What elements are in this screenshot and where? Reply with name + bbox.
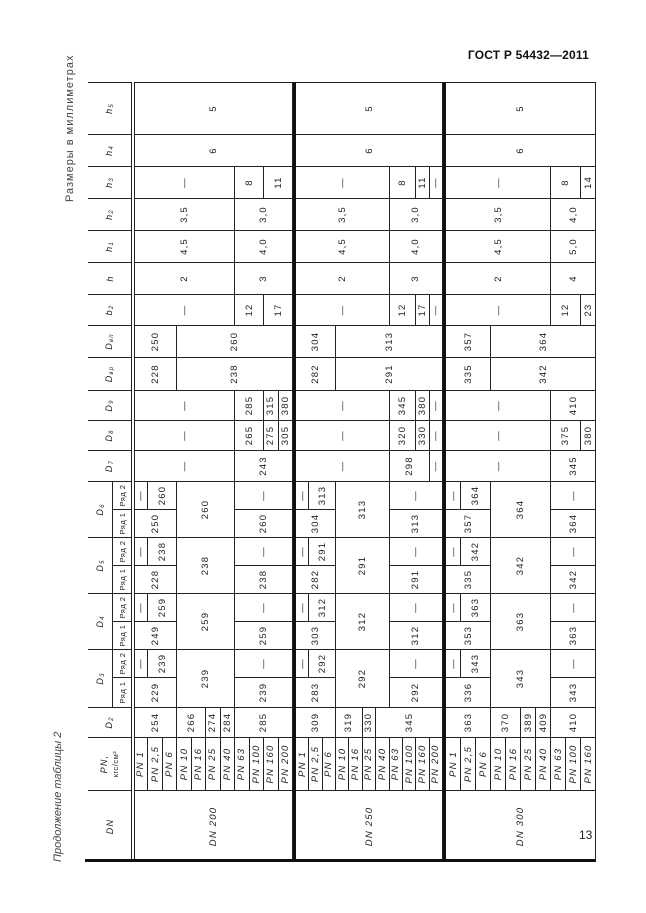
table-cell: 238 (177, 357, 293, 390)
table-cell: 3,5 (446, 198, 551, 230)
table-cell: 3,0 (235, 198, 293, 230)
table-cell: 291 (309, 537, 336, 565)
table-cell: — (446, 649, 461, 677)
table-cell: — (235, 481, 293, 509)
table-cell: — (446, 593, 461, 621)
pn-label: PN 2,5 (148, 737, 162, 790)
header-d6-row1: Ряд 1 (113, 509, 132, 537)
table-cell: 259 (177, 593, 235, 649)
table-cell: 6 (296, 134, 443, 166)
table-cell: 5 (296, 82, 443, 134)
table-cell: 238 (235, 565, 293, 593)
table-cell: 284 (221, 707, 235, 737)
table-cell: 12 (390, 294, 417, 325)
table-cell: 380 (279, 390, 293, 420)
table-cell: 298 (390, 450, 430, 481)
table-cell: 410 (551, 707, 596, 737)
header-d4: $D_4$ (88, 593, 113, 649)
pn-label: PN 160 (416, 737, 429, 790)
table-cell: 4,5 (296, 230, 390, 262)
table-cell: 283 (296, 677, 336, 707)
table-cell: 239 (148, 649, 177, 677)
table-cell: 319 (336, 707, 363, 737)
table-cell: 335 (446, 357, 491, 390)
table-cell: — (134, 294, 235, 325)
table-cell: 342 (491, 537, 551, 593)
table-cell: 363 (461, 593, 491, 621)
table-cell: — (551, 593, 596, 621)
table-cell: 342 (551, 565, 596, 593)
table-cell: — (390, 649, 443, 677)
dimensions-table (85, 82, 596, 862)
table-cell: 364 (491, 481, 551, 537)
header-dvr: $D_{вр}$ (88, 357, 132, 390)
pn-label: PN 160 (581, 737, 596, 790)
header-d3-row1: Ряд 1 (113, 677, 132, 707)
table-cell: — (551, 649, 596, 677)
table-cell: 342 (461, 537, 491, 565)
table-cell: 345 (551, 450, 596, 481)
header-h1: $h_1$ (88, 230, 132, 262)
table-cell: — (296, 294, 390, 325)
header-dvp: $D_{вп}$ (88, 325, 132, 357)
table-cell: — (430, 166, 443, 198)
table-cell: 239 (235, 677, 293, 707)
table-cell: 23 (581, 294, 596, 325)
header-d5-row1: Ряд 1 (113, 565, 132, 593)
table-cell: 343 (461, 649, 491, 677)
table-cell: — (446, 390, 551, 420)
table-grid (85, 82, 596, 862)
header-d5-row2: Ряд 2 (113, 537, 132, 565)
table-cell: — (390, 537, 443, 565)
table-cell: 6 (134, 134, 293, 166)
dn-label: DN 300 (446, 790, 596, 862)
pn-label: PN 63 (551, 737, 566, 790)
group-separator (443, 82, 446, 862)
table-cell: — (296, 481, 309, 509)
pn-label: PN 40 (536, 737, 551, 790)
pn-label: PN 160 (264, 737, 278, 790)
table-cell: 3,0 (390, 198, 443, 230)
table-cell: 250 (134, 325, 177, 357)
table-cell: 4,5 (446, 230, 551, 262)
table-continuation-caption: Продолжение таблицы 2 (52, 731, 64, 862)
header-h2: $h_2$ (88, 198, 132, 230)
table-cell: 259 (148, 593, 177, 621)
table-cell: 363 (446, 707, 491, 737)
table-cell: 282 (296, 357, 336, 390)
table-cell: 320 (390, 420, 417, 450)
table-cell: 260 (148, 481, 177, 509)
header-d4-row1: Ряд 1 (113, 621, 132, 649)
table-cell: 410 (551, 390, 596, 420)
table-cell: — (134, 481, 148, 509)
table-cell: 249 (134, 621, 177, 649)
table-cell: 345 (390, 390, 417, 420)
table-cell: — (235, 537, 293, 565)
table-cell: — (235, 593, 293, 621)
table-cell: 285 (235, 707, 293, 737)
table-cell: 254 (134, 707, 177, 737)
pn-label: PN 10 (491, 737, 506, 790)
table-cell: 357 (446, 325, 491, 357)
pn-label: PN 6 (476, 737, 491, 790)
table-cell: 303 (296, 621, 336, 649)
table-cell: 313 (336, 325, 443, 357)
table-cell: — (446, 537, 461, 565)
table-cell: 363 (491, 593, 551, 649)
table-cell: 260 (177, 481, 235, 537)
table-cell: 17 (416, 294, 429, 325)
table-cell: 266 (177, 707, 206, 737)
table-cell: 275 (264, 420, 278, 450)
pn-label: PN 100 (403, 737, 416, 790)
table-cell: 4 (551, 262, 596, 294)
table-cell: — (235, 649, 293, 677)
pn-label: PN 10 (177, 737, 191, 790)
table-cell: 335 (446, 565, 491, 593)
table-cell: 305 (279, 420, 293, 450)
header-d5: $D_5$ (88, 537, 113, 593)
pn-label: PN 16 (192, 737, 206, 790)
table-cell: 312 (309, 593, 336, 621)
table-cell: 12 (235, 294, 264, 325)
table-cell: 3 (390, 262, 443, 294)
table-cell: 8 (551, 166, 581, 198)
header-pn: PN, кгс/см² (88, 737, 132, 790)
table-cell: 14 (581, 166, 596, 198)
pn-label: PN 100 (250, 737, 264, 790)
table-cell: — (430, 294, 443, 325)
table-cell: 380 (581, 420, 596, 450)
table-cell: 304 (296, 325, 336, 357)
table-cell: 313 (390, 509, 443, 537)
header-b2: $b_2$ (88, 294, 132, 325)
header-h3: $h_3$ (88, 166, 132, 198)
group-separator (293, 82, 296, 862)
table-cell: 330 (416, 420, 429, 450)
pn-label: PN 100 (566, 737, 581, 790)
page-number: 13 (579, 828, 593, 842)
table-cell: 3,5 (296, 198, 390, 230)
table-cell: 304 (296, 509, 336, 537)
table-cell: 5 (446, 82, 596, 134)
table-cell: — (134, 537, 148, 565)
table-cell: 336 (446, 677, 491, 707)
table-cell: 11 (264, 166, 293, 198)
table-cell: — (296, 593, 309, 621)
table-cell: — (296, 420, 390, 450)
pn-label: PN 25 (363, 737, 376, 790)
header-d6: $D_6$ (88, 481, 113, 537)
header-dn: DN (88, 790, 132, 862)
table-cell: 8 (235, 166, 264, 198)
header-double-rule (131, 82, 135, 862)
pn-label: PN 63 (235, 737, 249, 790)
pn-label: PN 25 (206, 737, 220, 790)
table-cell: 364 (491, 325, 596, 357)
pn-label: PN 6 (323, 737, 336, 790)
table-cell: 291 (390, 565, 443, 593)
table-cell: 313 (309, 481, 336, 509)
table-cell: 229 (134, 677, 177, 707)
table-cell: — (390, 481, 443, 509)
pn-label: PN 40 (221, 737, 235, 790)
table-cell: 363 (551, 621, 596, 649)
table-cell: 4,5 (134, 230, 235, 262)
table-cell: — (296, 537, 309, 565)
table-cell: 238 (148, 537, 177, 565)
table-cell: — (390, 593, 443, 621)
table-cell: 243 (235, 450, 293, 481)
header-d7: $D_7$ (88, 450, 132, 481)
dn-label: DN 250 (296, 790, 443, 862)
table-cell: 292 (390, 677, 443, 707)
table-cell: 8 (390, 166, 417, 198)
table-cell: — (446, 294, 551, 325)
pn-label: PN 1 (446, 737, 461, 790)
pn-label: PN 2,5 (309, 737, 322, 790)
table-cell: — (134, 390, 235, 420)
table-cell: 312 (336, 593, 389, 649)
table-cell: 364 (461, 481, 491, 509)
table-cell: 11 (416, 166, 429, 198)
header-d2: $D_2$ (88, 707, 132, 737)
table-cell: 260 (235, 509, 293, 537)
pn-label: PN 40 (376, 737, 389, 790)
table-cell: 375 (551, 420, 581, 450)
header-h5: $h_5$ (88, 82, 132, 134)
table-cell: 353 (446, 621, 491, 649)
table-cell: — (134, 593, 148, 621)
table-cell: 313 (336, 481, 389, 537)
pn-label: PN 6 (163, 737, 177, 790)
header-d6-row2: Ряд 2 (113, 481, 132, 509)
pn-label: PN 63 (390, 737, 403, 790)
table-cell: 5 (134, 82, 293, 134)
table-cell: — (446, 420, 551, 450)
table-cell: 315 (264, 390, 278, 420)
table-cell: — (296, 649, 309, 677)
table-cell: — (134, 649, 148, 677)
table-cell: 370 (491, 707, 521, 737)
table-cell: 228 (134, 565, 177, 593)
table-cell: 292 (336, 649, 389, 707)
table-cell: — (134, 166, 235, 198)
header-d3: $D_3$ (88, 649, 113, 707)
pn-label: PN 200 (430, 737, 443, 790)
table-cell: — (296, 390, 390, 420)
pn-label: PN 200 (279, 737, 293, 790)
dn-column-rule (85, 859, 596, 862)
table-cell: 330 (363, 707, 376, 737)
table-cell: 2 (296, 262, 390, 294)
table-cell: 6 (446, 134, 596, 166)
table-cell: 409 (536, 707, 551, 737)
header-h: h (88, 262, 132, 294)
table-cell: 259 (235, 621, 293, 649)
table-cell: — (446, 450, 551, 481)
table-cell: 312 (390, 621, 443, 649)
table-cell: 4,0 (551, 198, 596, 230)
pn-label: PN 25 (521, 737, 536, 790)
table-cell: 357 (446, 509, 491, 537)
table-cell: — (430, 450, 443, 481)
table-cell: 291 (336, 357, 443, 390)
table-cell: 274 (206, 707, 220, 737)
header-d8: $D_8$ (88, 420, 132, 450)
table-cell: 364 (551, 509, 596, 537)
table-cell: 239 (177, 649, 235, 707)
table-cell: — (430, 420, 443, 450)
table-cell: — (296, 450, 390, 481)
table-cell: 3,5 (134, 198, 235, 230)
table-cell: 5,0 (551, 230, 596, 262)
table-cell: 260 (177, 325, 293, 357)
table-cell: 345 (376, 707, 443, 737)
table-cell: 2 (134, 262, 235, 294)
table-cell: — (134, 420, 235, 450)
table-cell: 285 (235, 390, 264, 420)
pn-label: PN 2,5 (461, 737, 476, 790)
table-cell: 343 (491, 649, 551, 707)
table-cell: 343 (551, 677, 596, 707)
table-cell: 4,0 (390, 230, 443, 262)
table-cell: 228 (134, 357, 177, 390)
table-cell: — (296, 166, 390, 198)
pn-label: PN 16 (506, 737, 521, 790)
table-cell: 250 (134, 509, 177, 537)
table-cell: 380 (416, 390, 429, 420)
header-h4: $h_4$ (88, 134, 132, 166)
header-d9: $D_9$ (88, 390, 132, 420)
table-cell: 3 (235, 262, 293, 294)
table-cell: 4,0 (235, 230, 293, 262)
pn-label: PN 1 (134, 737, 148, 790)
table-cell: 12 (551, 294, 581, 325)
header-d4-row2: Ряд 2 (113, 593, 132, 621)
dn-label: DN 200 (134, 790, 293, 862)
table-cell: 389 (521, 707, 536, 737)
table-cell: 238 (177, 537, 235, 593)
table-cell: — (446, 166, 551, 198)
table-cell: 265 (235, 420, 264, 450)
table-cell: — (430, 390, 443, 420)
table-cell: 342 (491, 357, 596, 390)
table-cell: 292 (309, 649, 336, 677)
table-cell: 2 (446, 262, 551, 294)
table-cell: — (446, 481, 461, 509)
table-cell: 17 (264, 294, 293, 325)
pn-label: PN 1 (296, 737, 309, 790)
units-caption: Размеры в миллиметрах (64, 54, 76, 202)
pn-label: PN 16 (349, 737, 362, 790)
table-cell: 291 (336, 537, 389, 593)
table-cell: — (551, 537, 596, 565)
pn-label: PN 10 (336, 737, 349, 790)
document-standard-code: ГОСТ Р 54432—2011 (467, 48, 589, 62)
table-cell: — (551, 481, 596, 509)
table-cell: — (134, 450, 235, 481)
table-cell: 282 (296, 565, 336, 593)
table-cell: 309 (296, 707, 336, 737)
header-d3-row2: Ряд 2 (113, 649, 132, 677)
